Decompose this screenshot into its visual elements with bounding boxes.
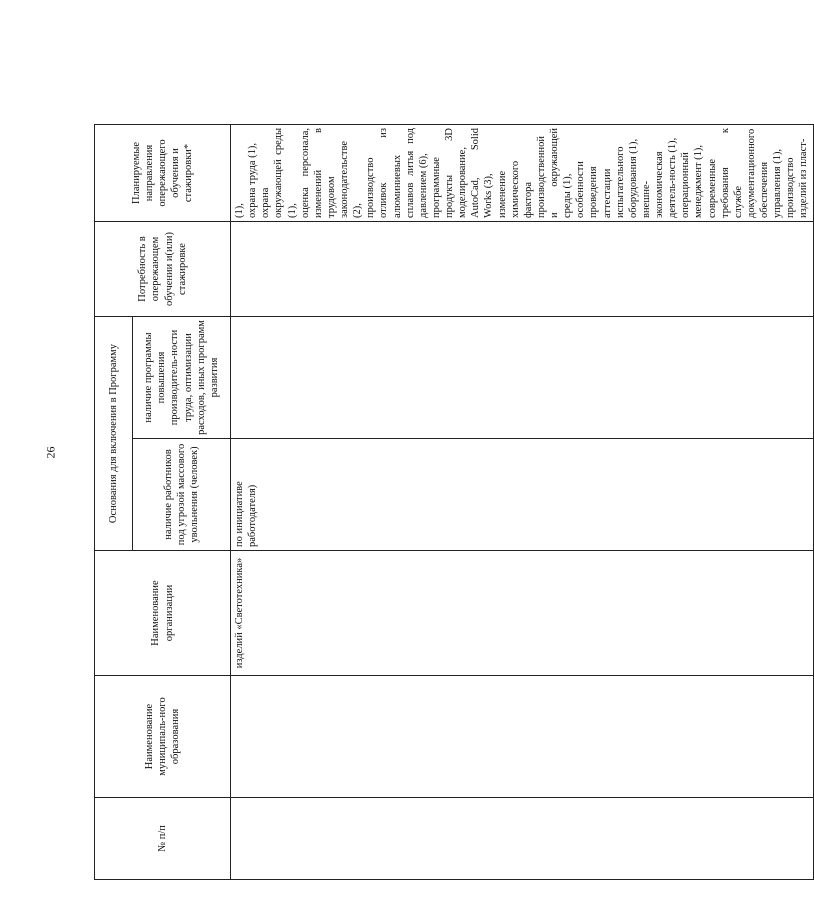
page-number: 26 (43, 446, 58, 459)
rotated-table-container (94, 125, 810, 880)
cell-municipality (231, 676, 814, 798)
direction-item: внешне-экономическая деятель-ность (1), (640, 137, 679, 218)
header-directions: Планируемые направления опережающего обучения и стажировки* (95, 125, 231, 222)
header-basis-programs: наличие программы повышения производитель-ности труда, оптимизации расходов, иных программ развития (133, 317, 231, 439)
header-organization: Наименование организации (95, 551, 231, 676)
direction-item: особенности проведения аттестации испытательного оборудования (1), (575, 138, 639, 218)
direction-item: (1), (234, 203, 245, 218)
direction-item: охрана труда (1), (247, 143, 259, 218)
direction-item: оценка персонала, изменений в трудовом законодательстве (2), (299, 128, 364, 218)
cell-directions (231, 125, 814, 222)
header-municipality: Наименование муниципаль-ного образования (95, 676, 231, 798)
direction-item: производство отливок из алюминиевых сплавов литья под давлением (6), (365, 128, 429, 218)
cell-need (231, 222, 814, 317)
cell-programs (231, 317, 814, 439)
cell-threat: по инициативе работодателя) (231, 439, 814, 551)
program-table (94, 124, 814, 880)
cell-num (231, 798, 814, 880)
header-row-1 (95, 125, 133, 880)
header-num: № п/п (95, 798, 231, 880)
header-basis-threat: наличие работников под угрозой массового увольнения (человек) (133, 439, 231, 551)
direction-item: программные продукты 3D моделирование, AutoCad, Solid Works (3), (430, 128, 495, 218)
direction-item: охрана окружающей среды (1), (260, 128, 298, 218)
direction-item: современные требования к службе документационного обеспечения управления (1), (706, 128, 784, 218)
direction-item: операционный менеджмент (1), (680, 144, 705, 218)
cell-organization: изделий «Светотехника» (231, 551, 814, 676)
direction-item: изменение химического фактора производственной и окружающей среды (1), (496, 128, 574, 218)
direction-item: производство изделий из пласт- (785, 138, 810, 218)
table-row (231, 125, 814, 880)
header-basis-group: Основания для включения в Программу (95, 317, 133, 551)
header-need: Потребность в опережающем обучении и(или) стажировке (95, 222, 231, 317)
